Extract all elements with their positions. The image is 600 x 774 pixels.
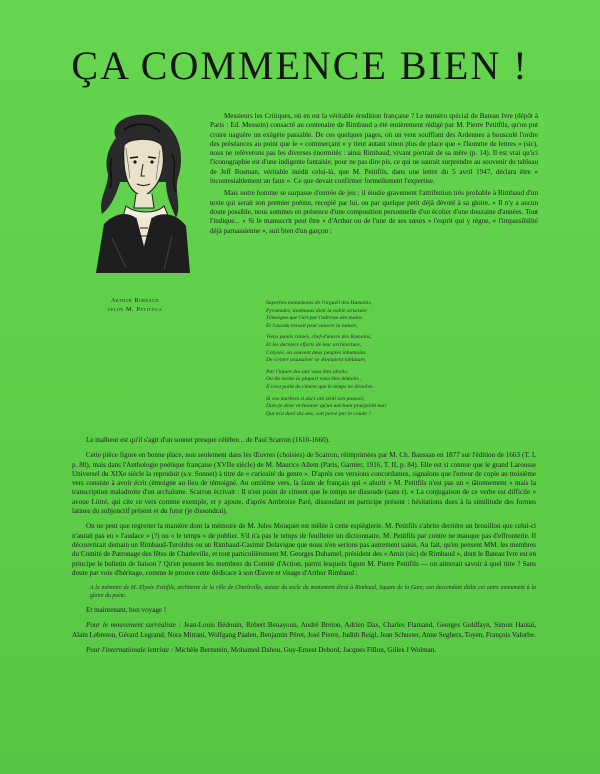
intro-column xyxy=(210,112,538,236)
sonnet-line: Et l'assidu travail peut vaincre la nature, xyxy=(266,322,358,329)
surrealist-intro: Pour le mouvement surréaliste : xyxy=(86,621,181,630)
caption-line-1: Arthur Rimbaud xyxy=(110,297,160,304)
signatories-surrealist xyxy=(72,621,536,640)
main-paragraph-3: On ne peut que regretter la manière dont la mémoire de M. Jules Mouquet est mêlée à cette espièglerie. M. Petitfils s'abrite derrière un brouillon que celui-ci n'aurait pas eu « l'audace » (?) ou « le temps » de publier. S'il n'a pas le temps de feuilleter un dictionnaire, M. Petitfils par contre ne manque pas d'effronterie. Il découvrirait demain un Rimbaud-Turoldus ou un Rimbaud-Casimir Delavigne que nous n'en serions pas autrement saisis. Au fait, qu'en pensent MM. les membres du Comité de Patronage des fêtes de Charleville, et tout particulièrement M. Georges Duhamel, président des « Amis (sic) de Rimbaud », dont le Bateau Ivre est en principe le bulletin de liaison ? Qu'en pensent les membres du Comité d'Action, parmi lesquels figure M. Pierre Petitfils — on aimerait savoir à quel titre ? Sans doute par voie d'héritage, comme le prouve cette dédicace à son Œuvre et visage d'Arthur Rimbaud : xyxy=(72,522,536,577)
intro-paragraph-2: Mais notre homme se surpasse d'entrée de jeu : il étudie gravement l'attribution très probable à Rimbaud d'un texte qui serait son premier poème, recopié par lui, ou par quelque petit déjà dévoté à sa gloire. « Il n'y a aucun doute possible, nous sommes en présence d'une composition personnelle d'un écolier d'une douzaine d'années. Tout l'indique... » Si le manuscrit peut être « d'Arthur ou de l'une de ses sœurs » l'esprit qui y règne, « l'impassibilité déjà parnassienne », suit bien d'un garçon : xyxy=(210,189,538,235)
sonnet-line: Témoigne que l'art par l'adresse des mains xyxy=(266,315,363,322)
lettrist-names: Michèle Bernstein, Mohamed Dahou, Guy-Ernest Debord, Jacques Fillon, Gilles J Wolman. xyxy=(175,646,437,655)
sonnet-line: Colysée, où souvent deux peuples inhumains xyxy=(266,349,366,356)
caption-line-2: selon M. Petitfils xyxy=(107,306,163,313)
sonnet-line: Vieux palais ruinés, chef-d'œuvre des Romains, xyxy=(266,334,372,341)
page-title: ÇA COMMENCE BIEN ! xyxy=(71,43,529,88)
sonnet-stanza-2 xyxy=(266,334,506,364)
portrait-caption xyxy=(70,296,200,314)
sonnet-line: Ou du moins la plupart vous êtes démolis ; xyxy=(266,376,363,383)
rimbaud-portrait-illustration xyxy=(86,108,196,273)
lettrist-intro: Pour l'internationale lettriste : xyxy=(86,646,174,655)
sonnet-line: Qui m'a duré dix ans, soit percé par le coude ? xyxy=(266,410,371,417)
sonnet-line: Et les derniers efforts de leur architecture, xyxy=(266,341,362,348)
signatories-lettrist xyxy=(72,646,536,655)
dedication-quote: A la mémoire de M. Elysée Petitfils, architecte de la ville de Charleville, auteur du socle du monument élevé à Rimbaud, Square de la Gare, son descendant dédie cet autre monument à la gloire du poète. xyxy=(90,585,536,600)
sonnet-line: Par l'injure des ans vous êtes abolis, xyxy=(266,368,348,375)
sonnet-line: Dois-je donc m'étonner qu'un méchant pourpoint noir xyxy=(266,403,387,410)
main-text xyxy=(72,436,536,661)
main-paragraph-2: Cette pièce figure en bonne place, non seulement dans les Œuvres (choisies) de Scarron, réimprimées par M. Ch. Baussan en 1877 sur l'édition de 1663 (T. I, p. 80), mais dans l'Anthologie poétique française (XVIIe siècle) de M. Maurice Allem (Paris, Garnier, 1916, T. II, p. 84). Elle est si connue que le grand Larousse Universel du XIXe siècle la reproduit (s.v. Sonnet) à titre de « curiosité du genre ». D'après ces versions concordantes, signalons que l'erreur de copie au troisième vers consiste à avoir écrit (émoigne au lieu de témoigné. Au onzième vers, la faute de français qui « ahurit » M. Petitfils n'est pas un « tâtonnement » mais la transcription maladroite d'un archaïsme. Scarron écrivait : Il n'est point de ciment que le temps ne dissoude (sans r). « La conjugaison de ce verbe est difficile » avoue Littré, qui cite ce vers comme exemple, et y ajoute, d'après Ambroise Paré, dissoudant en participe présent : hésitations dues à la similitude des formes latines du subjonctif présent et du futur (je dissondrai). xyxy=(72,451,536,516)
closing-line: Et maintenant, bon voyage ! xyxy=(86,606,167,615)
main-paragraph-1: Le malheur est qu'il s'agit d'un sonnet presque célèbre... de Paul Scarron (1610-1660). xyxy=(86,436,330,444)
intro-paragraph-1: Messieurs les Critiques, où en est la véritable érudition française ? Le numéro spécial du Bateau Ivre (dépôt à Paris : Ed. Messein) consacré au centenaire de Rimbaud a été entièrement rédigé par M. Pierre Petitfils, qu'on put croire naguère un exégète passable. De ces quelques pages, où un vent soufflant des Ardennes a bousculé l'ordre des préséances au point que le « commerçant » y tient autant sinon plus de place que « l'homme de lettres » (sic), nous ne relèverons pas les diverses énormités : ainsi Rimbaud, vivant portrait de sa mère (p. 14). Il est vrai qu'ici l'iconographie est d'une indigente fantaisie, pour ne pas dire pis, ce qui ne saurait surprendre au souvenir du tableau de Jeff Rosman, véritable inédit celui-là, que M. Petitfils, dans une lettre du 5 avril 1947, déclara être « incontestablement un faux ». Ce que devait confirmer formellement l'expertise. xyxy=(210,112,538,186)
sonnet-line: Si vos marbres si durs ont senti son pouvoir, xyxy=(266,395,365,402)
sonnet-line: Pyramides, tombeaux dont la noble structure xyxy=(266,307,367,314)
sonnet-stanza-1 xyxy=(266,300,506,330)
sonnet xyxy=(266,300,506,422)
sonnet-line: Superbes monuments de l'orgueil des Humains, xyxy=(266,300,373,306)
sonnet-stanza-3 xyxy=(266,369,506,392)
surrealist-names: Jean-Louis Bédouin, Robert Benayoun, André Breton, Adrien Dax, Charles Flamand, Georges Goldfayn, Simon Hantaï, Alain Lebreton, Gérard Legrand, Nora Mitrani, Wolfgang Paalen, Benjamin Péret, José Pierre, Judith Reigl, Jean Schuster, Anne Seghers, Toyen, François Valorbe. xyxy=(72,621,536,639)
sonnet-stanza-4 xyxy=(266,396,506,419)
sonnet-line: Il n'est point de ciment que le temps ne dissolve. xyxy=(266,383,374,390)
sonnet-line: De s'entre assassiner se donnaient tablature, xyxy=(266,357,367,364)
